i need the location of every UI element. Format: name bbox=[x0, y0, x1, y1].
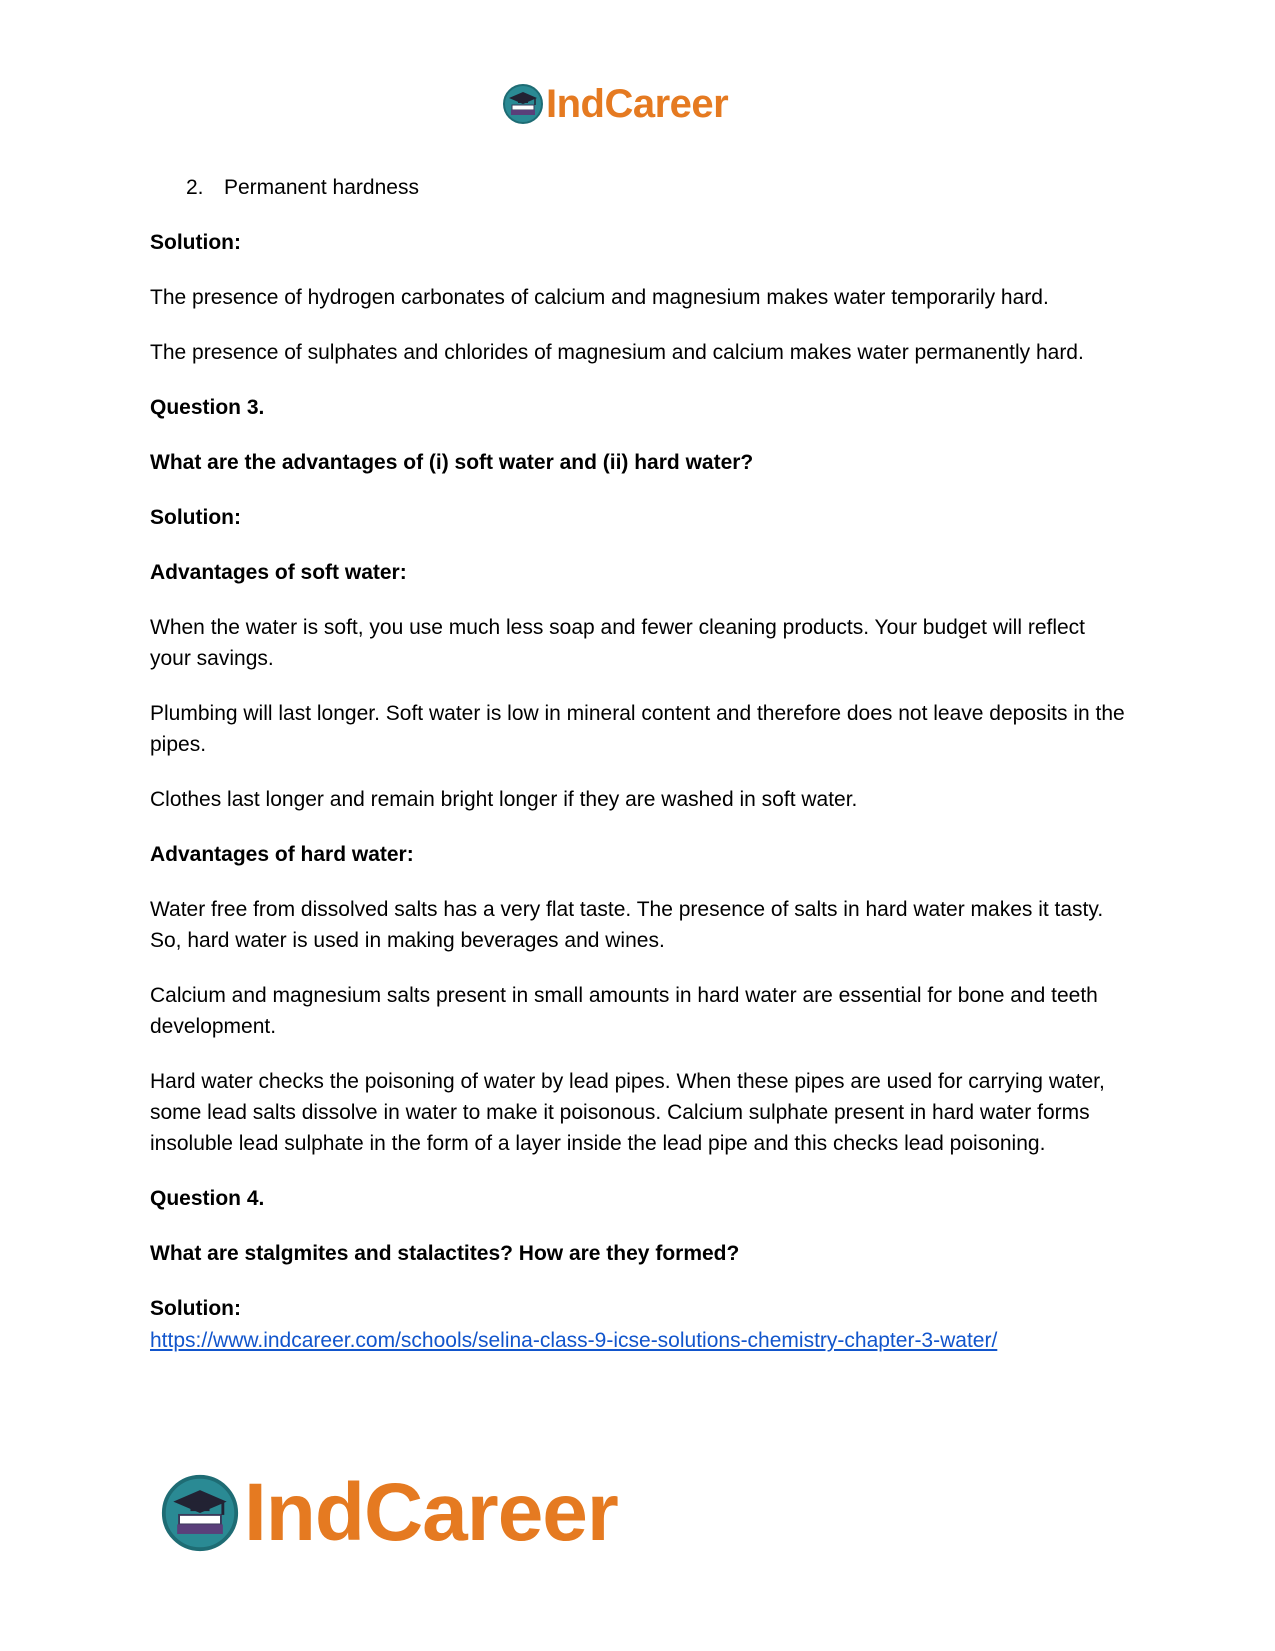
subheading: Advantages of soft water: bbox=[150, 561, 407, 584]
header-logo bbox=[502, 80, 728, 128]
graduation-cap-book-icon bbox=[502, 83, 544, 125]
question-text: What are the advantages of (i) soft water and (ii) hard water? bbox=[150, 451, 754, 474]
document-body bbox=[150, 172, 1130, 1356]
question-heading: Question 4. bbox=[150, 1187, 265, 1210]
paragraph: Plumbing will last longer. Soft water is low in mineral content and therefore does not leave deposits in the pipes. bbox=[150, 702, 1125, 756]
paragraph: The presence of sulphates and chlorides of magnesium and calcium makes water permanently hard. bbox=[150, 341, 1084, 364]
logo-text: IndCareer bbox=[244, 1467, 618, 1558]
subheading: Advantages of hard water: bbox=[150, 843, 414, 866]
graduation-cap-book-icon bbox=[160, 1473, 240, 1553]
paragraph: When the water is soft, you use much less soap and fewer cleaning products. Your budget will reflect your savings. bbox=[150, 616, 1086, 670]
list-item-text: Permanent hardness bbox=[224, 176, 419, 199]
numbered-list-item bbox=[186, 172, 1130, 203]
footer-logo bbox=[160, 1468, 618, 1558]
paragraph: Hard water checks the poisoning of water by lead pipes. When these pipes are used for carrying water, some lead salts dissolve in water to make it poisonous. Calcium sulphate present in hard water forms insoluble lead sulphate in the form of a layer inside the lead pipe and this checks lead poisoning. bbox=[150, 1070, 1105, 1155]
question-text: What are stalgmites and stalactites? How are they formed? bbox=[150, 1242, 740, 1265]
solution-label: Solution: bbox=[150, 1297, 241, 1320]
solution-label: Solution: bbox=[150, 506, 241, 529]
paragraph: Calcium and magnesium salts present in small amounts in hard water are essential for bone and teeth development. bbox=[150, 984, 1098, 1038]
list-number: 2. bbox=[186, 176, 204, 199]
paragraph: Water free from dissolved salts has a very flat taste. The presence of salts in hard water makes it tasty. So, hard water is used in making beverages and wines. bbox=[150, 898, 1104, 952]
source-link[interactable]: https://www.indcareer.com/schools/selina-class-9-icse-solutions-chemistry-chapter-3-water/ bbox=[150, 1329, 998, 1352]
paragraph: The presence of hydrogen carbonates of calcium and magnesium makes water temporarily hard. bbox=[150, 286, 1049, 309]
logo-text: IndCareer bbox=[546, 82, 729, 126]
paragraph: Clothes last longer and remain bright longer if they are washed in soft water. bbox=[150, 788, 858, 811]
question-heading: Question 3. bbox=[150, 396, 265, 419]
solution-label: Solution: bbox=[150, 231, 241, 254]
